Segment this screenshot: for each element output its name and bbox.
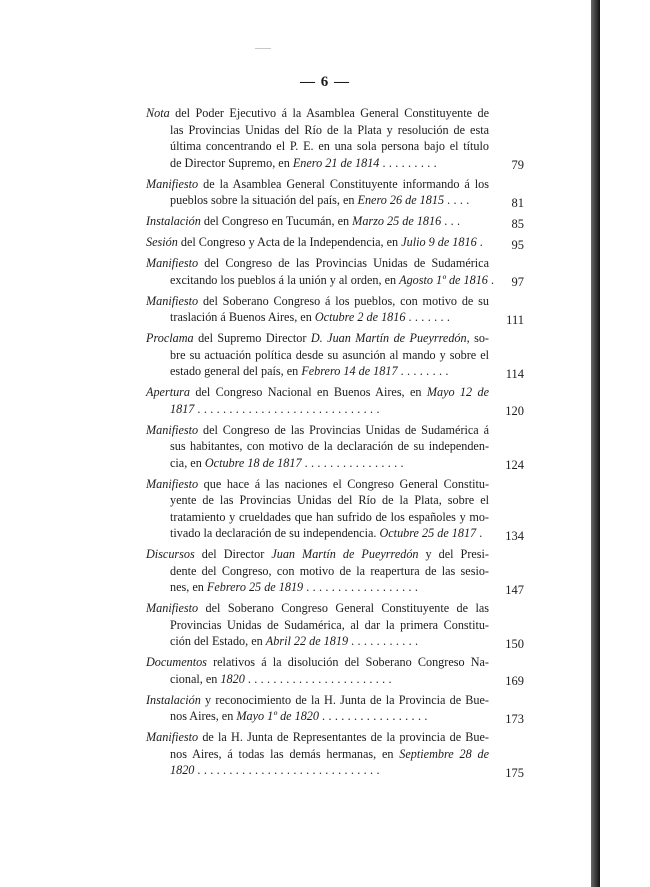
leader-dots: . bbox=[490, 272, 495, 287]
toc-entry-line bbox=[146, 155, 489, 172]
entry-date: Enero 21 de 1814 bbox=[292, 155, 380, 170]
entry-text: sus habitantes, con motivo de la declaración de su independen- bbox=[170, 439, 489, 453]
entry-date: Mayo 1º de 1820 bbox=[236, 709, 319, 723]
entry-text: del Soberano Congreso General Constituyente de las bbox=[198, 601, 489, 615]
entry-page-number: 175 bbox=[505, 765, 524, 780]
toc-entry-line bbox=[146, 138, 489, 155]
entry-date: Agosto 1º de 1816 bbox=[399, 272, 488, 287]
toc-entry bbox=[146, 105, 524, 171]
leader-dots: . . . . . . . . . bbox=[382, 155, 437, 170]
toc-entry-line bbox=[146, 384, 489, 401]
toc-entry-line bbox=[146, 455, 489, 472]
toc-entry-line bbox=[146, 176, 489, 193]
toc-entry bbox=[146, 293, 524, 326]
leader-dots: . . . . . . . . bbox=[400, 364, 449, 378]
entry-date: D. Juan Martín de Pueyrredón bbox=[310, 331, 467, 345]
toc-entry-line bbox=[146, 347, 489, 364]
entry-lead-word: Instalación bbox=[146, 214, 201, 228]
entry-date: Febrero 14 de 1817 bbox=[301, 364, 398, 378]
toc-entry-line bbox=[146, 729, 489, 746]
toc-entry-line bbox=[146, 330, 489, 347]
entry-date: Octubre 2 de 1816 bbox=[314, 310, 406, 324]
toc-entry bbox=[146, 255, 524, 288]
entry-text: las Provincias Unidas del Río de la Plata y resolución de esta bbox=[170, 122, 489, 137]
toc-entry-line bbox=[146, 363, 489, 380]
toc-entry-line bbox=[146, 309, 489, 326]
entry-text: yente de las Provincias Unidas del Río de la Plata, sobre el bbox=[170, 493, 489, 507]
entry-date: Septiembre 28 de bbox=[399, 746, 489, 761]
toc-entry bbox=[146, 213, 524, 230]
entry-text: bre su actuación política desde su asunción al mando y sobre el bbox=[170, 347, 489, 362]
entry-text: nos Aires, á todas las demás hermanas, en bbox=[170, 746, 400, 761]
entry-text: pueblos sobre la situación del país, en bbox=[170, 193, 358, 207]
toc-entry-line bbox=[146, 579, 489, 596]
entry-text: última concentrando el P. E. en una sola persona bajo el título bbox=[170, 139, 489, 153]
toc-entry bbox=[146, 330, 524, 380]
toc-entry-line bbox=[146, 255, 489, 272]
entry-lead-word: Manifiesto bbox=[146, 256, 199, 270]
entry-page-number: 124 bbox=[505, 458, 524, 472]
entry-lead-word: Manifiesto bbox=[146, 730, 199, 744]
leader-dots: . . . . . . . . . . . . . . . . . . bbox=[306, 580, 419, 594]
toc-entry-line bbox=[146, 746, 489, 763]
scan-edge-shadow bbox=[591, 0, 600, 887]
toc-entry bbox=[146, 600, 524, 650]
toc-entry-line bbox=[146, 633, 489, 650]
toc-entry-line bbox=[146, 492, 489, 509]
toc-entry bbox=[146, 654, 524, 687]
toc-entry-line bbox=[146, 293, 489, 310]
toc-entry-line bbox=[146, 509, 489, 526]
entry-date: Enero 26 de 1815 bbox=[357, 193, 445, 207]
entry-date: Julio 9 de 1816 bbox=[401, 235, 477, 249]
toc-entry-line bbox=[146, 692, 489, 709]
entry-text: del Congreso de las Provincias Unidas de Sudamérica bbox=[198, 256, 489, 270]
entry-lead-word: Proclama bbox=[146, 331, 194, 345]
entry-text: tratamiento y crueldades que han sufrido de los españoles y mo- bbox=[170, 509, 489, 524]
entry-page-number: 169 bbox=[505, 674, 524, 688]
toc-entry-line bbox=[146, 546, 489, 563]
entry-lead-word: Manifiesto bbox=[146, 476, 199, 491]
toc-entry-line bbox=[146, 563, 489, 580]
entry-text: que hace á las naciones el Congreso General Constitu- bbox=[198, 476, 489, 491]
entry-page-number: 120 bbox=[505, 404, 524, 418]
toc-entry-line bbox=[146, 654, 489, 671]
toc-entry-line bbox=[146, 438, 489, 455]
leader-dots: . . . . . . . . . . . . . . . . . . . . . . . bbox=[247, 671, 392, 686]
entry-text: y del Presi- bbox=[418, 547, 489, 561]
toc-entry bbox=[146, 384, 524, 417]
toc-entry-line bbox=[146, 105, 489, 122]
entry-date: Juan Martín de Pueyrredón bbox=[271, 547, 419, 561]
entry-text: del Director bbox=[194, 547, 272, 561]
leader-dots: . . . . . . . . . . . bbox=[351, 634, 419, 648]
toc-entry bbox=[146, 176, 524, 209]
toc-entry-line bbox=[146, 422, 489, 439]
entry-lead-word: Documentos bbox=[146, 655, 207, 669]
entry-page-number: 147 bbox=[505, 582, 524, 597]
leader-dots: . . . . bbox=[447, 193, 470, 207]
toc-entry-line bbox=[146, 192, 489, 209]
entry-lead-word: Instalación bbox=[146, 692, 201, 707]
entry-page-number: 95 bbox=[511, 237, 524, 252]
toc-entry bbox=[146, 234, 524, 251]
entry-date: Octubre 25 de 1817 bbox=[379, 526, 477, 540]
page-number: — 6 — bbox=[300, 74, 350, 90]
toc-entry bbox=[146, 729, 524, 779]
entry-text: excitando los pueblos á la unión y al orden, en bbox=[170, 272, 400, 287]
entry-text: estado general del país, en bbox=[170, 364, 302, 378]
entry-lead-word: Sesión bbox=[146, 235, 178, 249]
entry-lead-word: Manifiesto bbox=[146, 293, 199, 308]
entry-text: del Congreso y Acta de la Independencia, en bbox=[177, 235, 402, 249]
leader-dots: . . . . . . . . . . . . . . . . . bbox=[322, 709, 428, 723]
entry-lead-word: Nota bbox=[146, 106, 170, 120]
entry-text: dente del Congreso, con motivo de la reapertura de las sesio- bbox=[170, 563, 489, 578]
entry-text: del Congreso en Tucumán, en bbox=[200, 214, 353, 228]
entry-page-number: 134 bbox=[505, 528, 524, 543]
entry-page-number: 97 bbox=[511, 275, 524, 289]
entry-lead-word: Discursos bbox=[146, 547, 195, 561]
toc-entry bbox=[146, 546, 524, 596]
entry-page-number: 173 bbox=[505, 711, 524, 726]
entry-text: cia, en bbox=[170, 455, 205, 470]
entry-page-number: 81 bbox=[511, 195, 524, 210]
entry-text: de Director Supremo, en bbox=[170, 155, 293, 170]
entry-lead-word: Manifiesto bbox=[146, 176, 199, 191]
toc-entry-line bbox=[146, 213, 489, 230]
entry-lead-word: Manifiesto bbox=[146, 601, 199, 615]
leader-dots: . . . . . . . . . . . . . . . . . . . . . . . . . . . . . bbox=[197, 401, 380, 416]
toc-entry-line bbox=[146, 762, 489, 779]
leader-dots: . . . . . . . . . . . . . . . . bbox=[304, 455, 404, 470]
entry-text: Provincias Unidas de Sudamérica, al dar la primera Constitu- bbox=[170, 617, 489, 632]
toc-entry-line bbox=[146, 617, 489, 634]
toc-entry-line bbox=[146, 708, 489, 725]
entry-text: de la H. Junta de Representantes de la provincia de Bue- bbox=[198, 730, 489, 744]
entry-date: Octubre 18 de 1817 bbox=[204, 455, 302, 470]
entry-date: 1817 bbox=[170, 401, 195, 416]
entry-lead-word: Apertura bbox=[146, 385, 191, 399]
toc-entry bbox=[146, 422, 524, 472]
entry-text: ción del Estado, en bbox=[170, 634, 266, 648]
leader-dots: . . . . . . . . . . . . . . . . . . . . . . . . . . . . . bbox=[197, 763, 380, 777]
entry-text: de la Asamblea General Constituyente informando á los bbox=[198, 176, 489, 191]
entry-text: del Poder Ejecutivo á la Asamblea General Constituyente de bbox=[169, 106, 489, 120]
entry-text: tivado la declaración de su independencia. bbox=[170, 526, 380, 540]
toc-entry bbox=[146, 476, 524, 542]
entry-text: traslación á Buenos Aires, en bbox=[170, 310, 315, 324]
entry-page-number: 150 bbox=[505, 636, 524, 651]
entry-text: cional, en bbox=[170, 671, 221, 686]
toc-entry-line bbox=[146, 525, 489, 542]
entry-page-number: 114 bbox=[505, 366, 524, 381]
toc-entry-line bbox=[146, 600, 489, 617]
entry-date: Abril 22 de 1819 bbox=[265, 634, 349, 648]
entry-text: del Soberano Congreso á los pueblos, con motivo de su bbox=[198, 293, 489, 308]
scan-mark bbox=[255, 48, 271, 49]
entry-page-number: 111 bbox=[506, 312, 524, 327]
table-of-contents bbox=[146, 105, 524, 783]
entry-text: y reconocimiento de la H. Junta de la Provincia de Bue- bbox=[200, 692, 489, 707]
entry-text: nes, en bbox=[170, 580, 207, 594]
entry-page-number: 79 bbox=[511, 158, 524, 172]
entry-lead-word: Manifiesto bbox=[146, 422, 199, 437]
toc-entry-line bbox=[146, 671, 489, 688]
leader-dots: . . . . . . . bbox=[408, 310, 451, 324]
entry-date: 1820 bbox=[170, 763, 195, 777]
entry-text: , so- bbox=[466, 331, 489, 345]
entry-date: 1820 bbox=[220, 671, 245, 686]
toc-entry-line bbox=[146, 476, 489, 493]
entry-date: Febrero 25 de 1819 bbox=[206, 580, 304, 594]
leader-dots: . bbox=[479, 235, 483, 249]
toc-entry-line bbox=[146, 401, 489, 418]
leader-dots: . . . bbox=[444, 214, 461, 228]
toc-entry-line bbox=[146, 272, 495, 289]
leader-dots: . bbox=[479, 526, 483, 540]
toc-entry-line bbox=[146, 234, 489, 251]
entry-date: Marzo 25 de 1816 bbox=[352, 214, 442, 228]
entry-text: del Congreso de las Provincias Unidas de Sudamérica á bbox=[198, 422, 489, 437]
entry-text: del Congreso Nacional en Buenos Aires, en bbox=[190, 385, 427, 399]
entry-page-number: 85 bbox=[511, 216, 524, 231]
toc-entry-line bbox=[146, 122, 489, 139]
entry-text: relativos á la disolución del Soberano Congreso Na- bbox=[206, 655, 489, 669]
entry-date: Mayo 12 de bbox=[426, 385, 489, 399]
toc-entry bbox=[146, 692, 524, 725]
entry-text: del Supremo Director bbox=[193, 331, 311, 345]
entry-text: nos Aires, en bbox=[170, 709, 237, 723]
